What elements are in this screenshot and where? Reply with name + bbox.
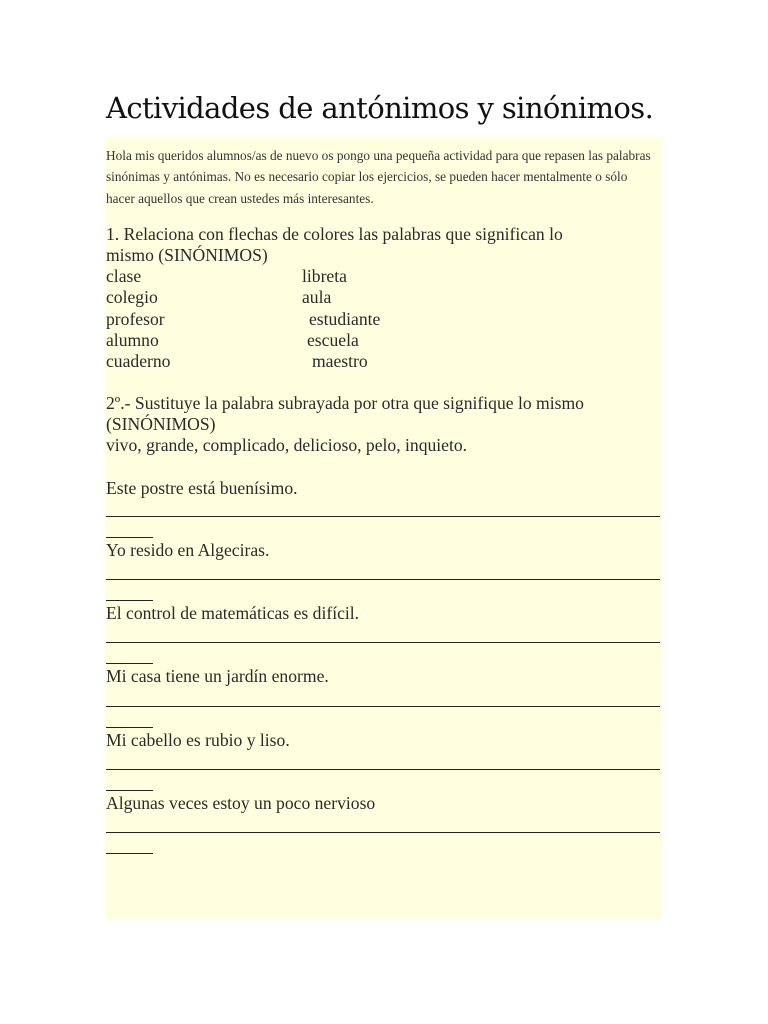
- left-word: clase: [106, 266, 142, 286]
- sentence: Mi cabello es rubio y liso.: [106, 730, 290, 750]
- word-bank: vivo, grande, complicado, delicioso, pelo, inquieto.: [106, 435, 468, 455]
- right-word: escuela: [307, 330, 359, 350]
- sentence: Este postre está buenísimo.: [106, 478, 298, 498]
- exercise2-heading-line2: (SINÓNIMOS): [106, 414, 216, 434]
- intro-paragraph: Hola mis queridos alumnos/as de nuevo os pongo una pequeña actividad para que repasen las palabras sinónimas y antónimas. No es necesario copiar los ejercicios, se pueden hacer mentalmente o sólo hacer aquellos que crean ustedes más interesantes.: [106, 148, 651, 206]
- left-word: profesor: [106, 309, 165, 329]
- left-word: cuaderno: [106, 351, 171, 371]
- exercise1-heading-line1: 1. Relaciona con flechas de colores las palabras que significan lo: [106, 224, 563, 244]
- right-word: maestro: [312, 351, 368, 371]
- answer-line: [106, 832, 662, 834]
- left-word: alumno: [106, 330, 159, 350]
- sentence: Algunas veces estoy un poco nervioso: [106, 793, 376, 813]
- right-word: libreta: [302, 266, 347, 286]
- right-word: aula: [302, 287, 332, 307]
- left-word: colegio: [106, 287, 158, 307]
- answer-line: [106, 579, 662, 581]
- answer-line: [106, 516, 662, 518]
- sentence: El control de matemáticas es difícil.: [106, 603, 360, 623]
- answer-line: [106, 706, 662, 708]
- page-title: Actividades de antónimos y sinónimos.: [106, 91, 654, 125]
- exercise2-heading-line1: 2º.- Sustituye la palabra subrayada por otra que signifique lo mismo: [106, 393, 584, 413]
- sentence: Yo resido en Algeciras.: [106, 540, 270, 560]
- sentence: Mi casa tiene un jardín enorme.: [106, 666, 329, 686]
- answer-line: [106, 642, 662, 644]
- answer-line: [106, 769, 662, 771]
- right-word: estudiante: [309, 309, 381, 329]
- exercise1-heading-line2: mismo (SINÓNIMOS): [106, 245, 268, 265]
